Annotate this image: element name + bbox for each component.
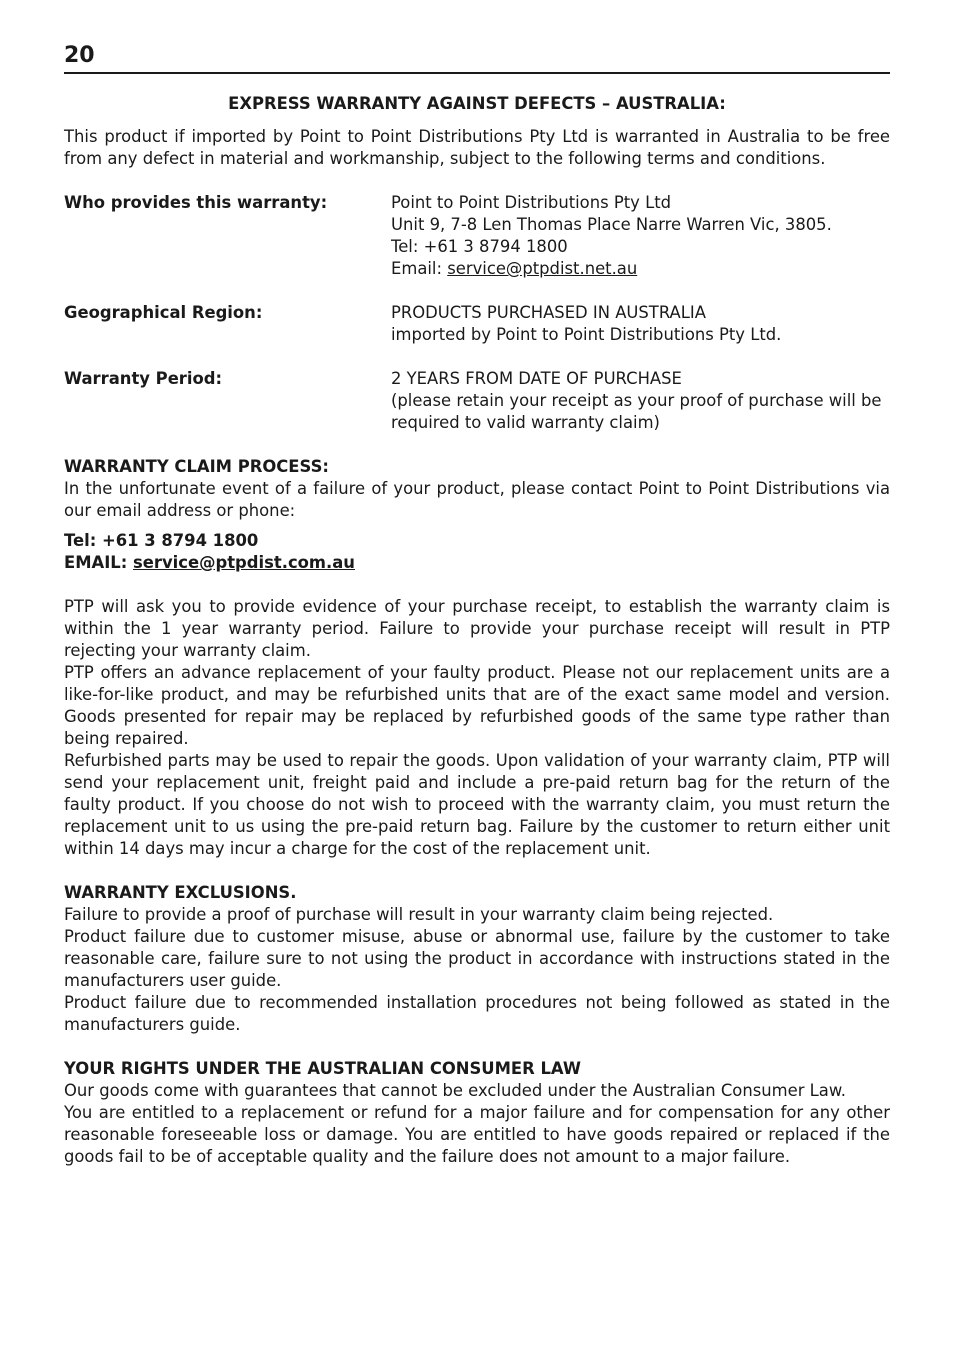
exclusions-paragraph-3: Product failure due to recommended installation procedures not being followed as stated in the manufacturers guide. [64,993,890,1034]
claim-paragraph-2: PTP offers an advance replacement of your faulty product. Please not our replacement units are a like-for-like product, and may be refurbished units that are of the exact same model and version. Goods presented for repair may be replaced by refurbished goods of the same type rather than being repaired. [64,663,890,748]
period-line-3: required to valid warranty claim) [391,413,660,432]
exclusions-paragraph-2: Product failure due to customer misuse, abuse or abnormal use, failure by the customer to take reasonable care, failure sure to not using the product in accordance with instructions stated in the manufacturers user guide. [64,927,890,990]
rights-heading: YOUR RIGHTS UNDER THE AUSTRALIAN CONSUMER LAW [64,1059,581,1078]
claim-email-prefix: EMAIL: [64,553,133,572]
company-email-link[interactable]: service@ptpdist.net.au [447,259,638,278]
period-line-1: 2 YEARS FROM DATE OF PURCHASE [391,369,682,388]
company-name: Point to Point Distributions Pty Ltd [391,193,672,212]
rights-paragraph-1: Our goods come with guarantees that cannot be excluded under the Australian Consumer Law. [64,1081,846,1100]
period-label: Warranty Period: [64,369,223,388]
rights-paragraph-2: You are entitled to a replacement or refund for a major failure and for compensation for any other reasonable foreseeable loss or damage. You are entitled to have goods repaired or replaced if the goods fail to be of acceptable quality and the failure does not amount to a major failure. [64,1103,890,1166]
exclusions-paragraph-1: Failure to provide a proof of purchase will result in your warranty claim being rejected. [64,905,774,924]
company-phone: Tel: +61 3 8794 1800 [391,237,568,256]
who-provides-value [391,192,890,280]
company-address: Unit 9, 7-8 Len Thomas Place Narre Warren Vic, 3805. [391,215,832,234]
period-row [64,368,890,434]
document-body [64,93,890,1168]
page-title: EXPRESS WARRANTY AGAINST DEFECTS – AUSTRALIA: [228,94,726,113]
claim-email-link[interactable]: service@ptpdist.com.au [133,553,355,572]
email-prefix: Email: [391,259,448,278]
who-provides-label: Who provides this warranty: [64,193,328,212]
exclusions-heading: WARRANTY EXCLUSIONS. [64,883,297,902]
period-line-2: (please retain your receipt as your proof of purchase will be [391,391,882,410]
claim-phone: Tel: +61 3 8794 1800 [64,531,259,550]
claim-paragraph-3: Refurbished parts may be used to repair the goods. Upon validation of your warranty claim, PTP will send your replacement unit, freight paid and include a pre-paid return bag for the return of the faulty product. If you choose do not wish to proceed with the warranty claim, you must return the replacement unit to us using the pre-paid return bag. Failure by the customer to return either unit within 14 days may incur a charge for the cost of the replacement unit. [64,751,890,858]
claim-heading: WARRANTY CLAIM PROCESS: [64,457,329,476]
claim-paragraph-1: PTP will ask you to provide evidence of your purchase receipt, to establish the warranty claim is within the 1 year warranty period. Failure to provide your purchase receipt will result in PTP rejecting your warranty claim. [64,597,890,660]
header-rule [64,72,890,74]
region-line-2: imported by Point to Point Distributions Pty Ltd. [391,325,782,344]
region-label: Geographical Region: [64,303,263,322]
page-number: 20 [64,43,95,68]
region-row [64,302,890,346]
region-value [391,302,890,346]
region-line-1: PRODUCTS PURCHASED IN AUSTRALIA [391,303,706,322]
who-provides-row [64,192,890,280]
claim-intro: In the unfortunate event of a failure of your product, please contact Point to Point Distributions via our email address or phone: [64,479,890,520]
intro-paragraph: This product if imported by Point to Point Distributions Pty Ltd is warranted in Australia to be free from any defect in material and workmanship, subject to the following terms and conditions. [64,127,890,168]
company-email-line [391,258,890,280]
period-value [391,368,890,434]
claim-email-line [64,552,890,574]
